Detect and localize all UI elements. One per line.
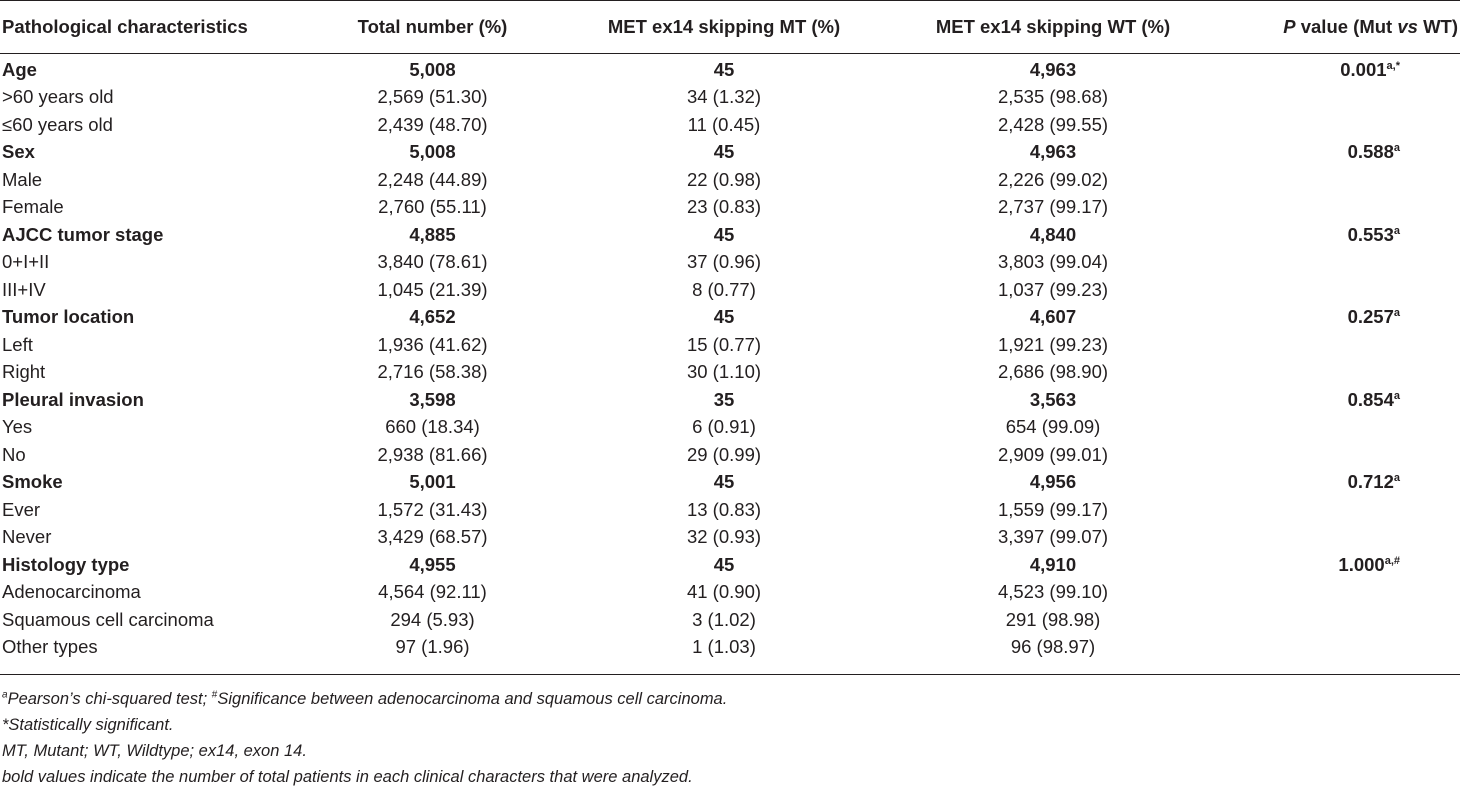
row-total: 1,045 (21.39) xyxy=(377,278,488,300)
table-row-group xyxy=(0,469,1460,497)
row-wt: 3,803 (99.04) xyxy=(997,251,1109,273)
header-mt: MET ex14 skipping MT (%) xyxy=(565,1,883,54)
footnote-significance: Significance between adenocarcinoma and squamous cell carcinoma. xyxy=(217,690,728,708)
group-total: 4,955 xyxy=(409,553,456,575)
group-wt: 3,563 xyxy=(1029,388,1077,410)
table-row-group xyxy=(0,386,1460,414)
table-row xyxy=(0,634,1460,675)
table-row xyxy=(0,249,1460,277)
p-value-superscript: a,* xyxy=(1386,59,1400,72)
row-wt: 2,686 (98.90) xyxy=(997,361,1109,383)
p-value-superscript: a,# xyxy=(1384,554,1400,567)
row-wt: 2,909 (99.01) xyxy=(997,443,1109,465)
p-value-superscript: a xyxy=(1393,224,1400,237)
row-mt: 37 (0.96) xyxy=(686,251,762,273)
row-label: Ever xyxy=(2,498,41,520)
p-value-number: 0.257 xyxy=(1347,306,1394,328)
group-mt: 35 xyxy=(713,388,735,410)
row-total: 3,840 (78.61) xyxy=(377,251,488,273)
p-value-number: 1.000 xyxy=(1338,553,1385,575)
table-row xyxy=(0,194,1460,222)
row-wt: 2,428 (99.55) xyxy=(997,113,1109,135)
group-wt: 4,910 xyxy=(1029,553,1077,575)
group-total: 3,598 xyxy=(409,388,456,410)
row-p-value-empty xyxy=(1223,84,1460,112)
row-p-value-empty xyxy=(1223,249,1460,277)
row-p-value-empty xyxy=(1223,606,1460,634)
table-row xyxy=(0,166,1460,194)
row-wt: 2,737 (99.17) xyxy=(997,196,1109,218)
group-mt: 45 xyxy=(713,306,735,328)
group-label: AJCC tumor stage xyxy=(2,223,164,245)
header-row xyxy=(0,1,1460,54)
footnote-line-1 xyxy=(2,686,727,712)
row-total: 294 (5.93) xyxy=(390,608,475,630)
row-p-value-empty xyxy=(1223,634,1460,675)
row-total: 3,429 (68.57) xyxy=(377,526,488,548)
row-total: 1,936 (41.62) xyxy=(377,333,488,355)
group-total: 5,001 xyxy=(409,471,456,493)
row-mt: 29 (0.99) xyxy=(686,443,762,465)
table-row xyxy=(0,331,1460,359)
table-row xyxy=(0,496,1460,524)
row-p-value-empty xyxy=(1223,414,1460,442)
group-label: Tumor location xyxy=(2,306,135,328)
row-mt: 15 (0.77) xyxy=(686,333,762,355)
table-row-group xyxy=(0,304,1460,332)
header-p-mid: value (Mut xyxy=(1295,16,1398,37)
group-p-value xyxy=(1223,551,1460,579)
table-row xyxy=(0,606,1460,634)
row-label: Never xyxy=(2,526,52,548)
table-header xyxy=(0,1,1460,54)
row-mt: 41 (0.90) xyxy=(686,581,762,603)
group-p-value xyxy=(1223,139,1460,167)
group-wt: 4,956 xyxy=(1029,471,1077,493)
group-total: 5,008 xyxy=(409,58,456,80)
table-row-group xyxy=(0,221,1460,249)
row-label: 0+I+II xyxy=(2,251,50,273)
group-p-value xyxy=(1223,304,1460,332)
group-wt: 4,963 xyxy=(1029,141,1077,163)
row-p-value-empty xyxy=(1223,276,1460,304)
row-label: Other types xyxy=(0,634,300,675)
row-label: Right xyxy=(2,361,46,383)
row-label: Squamous cell carcinoma xyxy=(2,608,214,630)
group-p-value xyxy=(1223,54,1460,84)
row-mt: 8 (0.77) xyxy=(692,278,756,300)
row-wt: 3,397 (99.07) xyxy=(997,526,1109,548)
row-wt: 291 (98.98) xyxy=(1005,608,1101,630)
row-label: Female xyxy=(2,196,64,218)
group-total: 4,652 xyxy=(409,306,456,328)
group-label: Age xyxy=(2,58,37,80)
header-p-end: WT) xyxy=(1417,16,1458,37)
row-wt: 1,037 (99.23) xyxy=(997,278,1109,300)
row-p-value-empty xyxy=(1223,441,1460,469)
footnote-chi-squared: Pearson’s chi-squared test; xyxy=(7,690,212,708)
row-total: 2,760 (55.11) xyxy=(378,196,487,218)
footnote-line-2: *Statistically significant. xyxy=(2,716,174,734)
group-mt: 45 xyxy=(713,223,735,245)
group-mt: 45 xyxy=(713,553,735,575)
group-total: 5,008 xyxy=(409,141,456,163)
row-p-value-empty xyxy=(1223,194,1460,222)
table-row xyxy=(0,441,1460,469)
table-row-group xyxy=(0,139,1460,167)
header-characteristics: Pathological characteristics xyxy=(0,1,300,54)
row-wt: 4,523 (99.10) xyxy=(997,581,1109,603)
table-row xyxy=(0,524,1460,552)
header-wt: MET ex14 skipping WT (%) xyxy=(883,1,1223,54)
row-wt: 2,226 (99.02) xyxy=(997,168,1109,190)
row-wt: 1,921 (99.23) xyxy=(997,333,1109,355)
row-wt: 1,559 (99.17) xyxy=(997,498,1109,520)
row-p-value-empty xyxy=(1223,496,1460,524)
group-label: Sex xyxy=(2,141,35,163)
footnote-line-3: MT, Mutant; WT, Wildtype; ex14, exon 14. xyxy=(2,742,307,760)
row-p-value-empty xyxy=(1223,524,1460,552)
row-mt: 1 (1.03) xyxy=(565,634,883,675)
p-value-number: 0.001 xyxy=(1340,58,1387,80)
group-p-value xyxy=(1223,221,1460,249)
row-p-value-empty xyxy=(1223,166,1460,194)
row-label: ≤60 years old xyxy=(2,113,113,135)
row-label: Left xyxy=(2,333,33,355)
row-mt: 6 (0.91) xyxy=(692,416,756,438)
row-wt: 96 (98.97) xyxy=(883,634,1223,675)
table-row-group xyxy=(0,551,1460,579)
row-total: 2,716 (58.38) xyxy=(377,361,488,383)
p-value-superscript: a xyxy=(1393,142,1400,155)
row-label: >60 years old xyxy=(2,86,114,108)
row-total: 660 (18.34) xyxy=(385,416,480,438)
row-mt: 23 (0.83) xyxy=(686,196,762,218)
table-row xyxy=(0,359,1460,387)
row-p-value-empty xyxy=(1223,331,1460,359)
group-wt: 4,840 xyxy=(1029,223,1077,245)
group-mt: 45 xyxy=(713,471,735,493)
row-label: Male xyxy=(2,168,43,190)
row-total: 2,569 (51.30) xyxy=(377,86,488,108)
row-wt: 654 (99.09) xyxy=(1005,416,1101,438)
group-p-value xyxy=(1223,469,1460,497)
footnote-line-4: bold values indicate the number of total patients in each clinical characters that were analyzed. xyxy=(2,768,693,786)
row-mt: 13 (0.83) xyxy=(686,498,762,520)
p-value-number: 0.854 xyxy=(1347,388,1394,410)
row-label: III+IV xyxy=(2,278,46,300)
group-total: 4,885 xyxy=(409,223,456,245)
group-label: Pleural invasion xyxy=(2,388,144,410)
row-total: 2,439 (48.70) xyxy=(377,113,488,135)
row-total: 1,572 (31.43) xyxy=(377,498,488,520)
table-row-group xyxy=(0,54,1460,84)
row-total: 4,564 (92.11) xyxy=(378,581,487,603)
header-total: Total number (%) xyxy=(300,1,565,54)
header-vs-italic: vs xyxy=(1397,16,1418,37)
row-label: Adenocarcinoma xyxy=(2,581,141,603)
row-mt: 22 (0.98) xyxy=(686,168,762,190)
row-wt: 2,535 (98.68) xyxy=(997,86,1109,108)
footnote-sup-a: a xyxy=(2,689,8,701)
group-mt: 45 xyxy=(713,58,735,80)
row-total: 97 (1.96) xyxy=(300,634,565,675)
row-mt: 32 (0.93) xyxy=(686,526,762,548)
group-wt: 4,963 xyxy=(1029,58,1077,80)
row-p-value-empty xyxy=(1223,111,1460,139)
table-row xyxy=(0,111,1460,139)
group-label: Histology type xyxy=(2,553,130,575)
table-body xyxy=(0,54,1460,675)
group-p-value xyxy=(1223,386,1460,414)
p-value-superscript: a xyxy=(1393,472,1400,485)
group-wt: 4,607 xyxy=(1029,306,1077,328)
group-label: Smoke xyxy=(2,471,63,493)
table-row xyxy=(0,414,1460,442)
row-p-value-empty xyxy=(1223,359,1460,387)
row-p-value-empty xyxy=(1223,579,1460,607)
header-p-italic: P xyxy=(1283,16,1296,37)
table-row xyxy=(0,276,1460,304)
row-label: No xyxy=(2,443,26,465)
table-row xyxy=(0,84,1460,112)
row-total: 2,248 (44.89) xyxy=(377,168,488,190)
p-value-number: 0.553 xyxy=(1347,223,1394,245)
p-value-number: 0.588 xyxy=(1347,141,1394,163)
table-row xyxy=(0,579,1460,607)
row-mt: 3 (1.02) xyxy=(692,608,756,630)
group-mt: 45 xyxy=(713,141,735,163)
row-label: Yes xyxy=(2,416,33,438)
p-value-superscript: a xyxy=(1393,307,1400,320)
row-total: 2,938 (81.66) xyxy=(377,443,488,465)
row-mt: 11 (0.45) xyxy=(687,113,761,135)
row-mt: 34 (1.32) xyxy=(686,86,762,108)
row-mt: 30 (1.10) xyxy=(686,361,762,383)
p-value-superscript: a xyxy=(1393,389,1400,402)
footnote-sup-hash: # xyxy=(211,689,218,701)
table-footnotes xyxy=(2,686,727,790)
p-value-number: 0.712 xyxy=(1347,471,1394,493)
header-p-value xyxy=(1223,1,1460,54)
